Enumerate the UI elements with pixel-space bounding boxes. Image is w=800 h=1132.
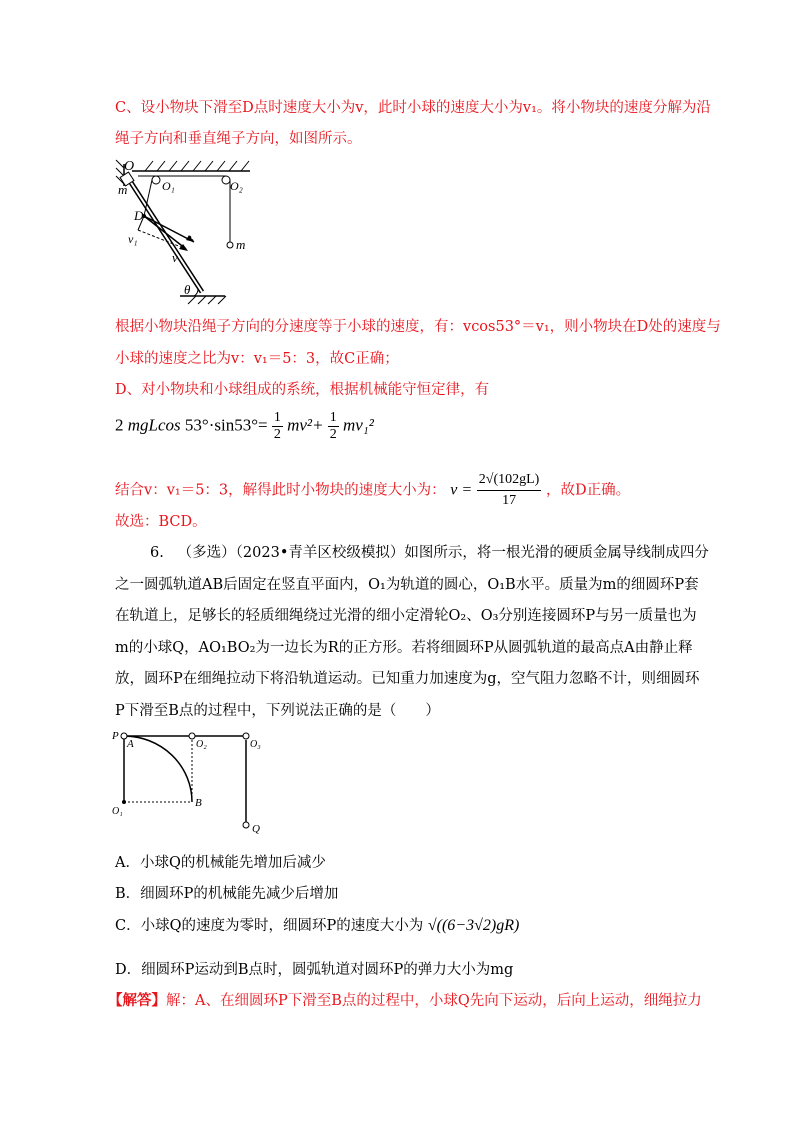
figure-1-incline-diagram (110, 156, 260, 308)
label-v: v (172, 250, 178, 265)
label-o3-fig2: O₃ (250, 739, 261, 750)
label-a: A (127, 738, 134, 750)
section-c-line-1: C、设小物块下滑至D点时速度大小为v，此时小球的速度大小为v₁。将小物块的速度分解为沿 (115, 100, 711, 116)
option-c: C．小球Q的速度为零时，细圆环P的速度大小为 √((6−3√2)gR) (115, 917, 520, 934)
label-o: O (124, 159, 135, 174)
label-v1: v₁ (128, 232, 138, 246)
label-o1-fig2: O₁ (112, 806, 123, 817)
analysis-c-line-1: 根据小物块沿绳子方向的分速度等于小球的速度，有：vcos53°＝v₁，则小物块在D处的速度与 (115, 319, 721, 335)
label-q: Q (252, 823, 260, 835)
figure-2-arc-track-diagram (110, 728, 270, 840)
energy-equation: 2 mgLcos 53°·sin53°= $\frac{1}{2}$ mv²+ $\frac{1}{2}$ mv₁² (115, 410, 374, 442)
label-o1: O₁ (162, 179, 175, 193)
conclusion-d: 结合v：v₁＝5：3，解得此时小物块的速度大小为： v = $\frac{2√(102gL)}{17}$ ，故D正确。 (115, 472, 631, 508)
label-d: D (134, 208, 144, 223)
label-m-ball: m (236, 237, 246, 252)
option-a: A．小球Q的机械能先增加后减少 (115, 855, 326, 871)
analysis-c-line-2: 小球的速度之比为v：v₁＝5：3，故C正确； (115, 351, 399, 367)
problem-6-line-3: 在轨道上，足够长的轻质细绳绕过光滑的细小定滑轮O₂、O₃分别连接圆环P与另一质量也为 (115, 608, 697, 624)
section-c-line-2: 绳子方向和垂直绳子方向，如图所示。 (115, 131, 362, 147)
section-d-line-1: D、对小物块和小球组成的系统，根据机械能守恒定律，有 (115, 382, 490, 398)
label-m-left: m (118, 182, 128, 197)
problem-6-line-6: P下滑至B点的过程中，下列说法正确的是（ ） (115, 703, 440, 719)
option-b: B．细圆环P的机械能先减少后增加 (115, 886, 339, 902)
label-p: P (112, 730, 119, 742)
label-o2-fig2: O₂ (196, 739, 207, 750)
problem-6-line-5: 放，圆环P在细绳拉动下将沿轨道运动。已知重力加速度为g，空气阻力忽略不计，则细圆环 (115, 671, 700, 687)
label-theta: θ (184, 282, 191, 297)
option-d: D．细圆环P运动到B点时，圆弧轨道对圆环P的弹力大小为mg (115, 962, 514, 978)
problem-6-line-4: m的小球Q，AO₁BO₂为一边长为R的正方形。若将细圆环P从圆弧轨道的最高点A由静止释 (115, 640, 693, 656)
problem-6-line-2: 之一圆弧轨道AB后固定在竖直平面内，O₁为轨道的圆心，O₁B水平。质量为m的细圆环P套 (115, 577, 699, 593)
solution-line: 【解答】解：A、在细圆环P下滑至B点的过程中，小球Q先向下运动，后向上运动，细绳拉力 (108, 992, 702, 1009)
problem-6-line-1: 6. （多选）（2023•青羊区校级模拟）如图所示，将一根光滑的硬质金属导线制成四分 (150, 545, 709, 561)
label-o2: O₂ (230, 179, 243, 193)
label-b: B (195, 797, 202, 809)
answer-text: 故选：BCD。 (115, 514, 207, 530)
